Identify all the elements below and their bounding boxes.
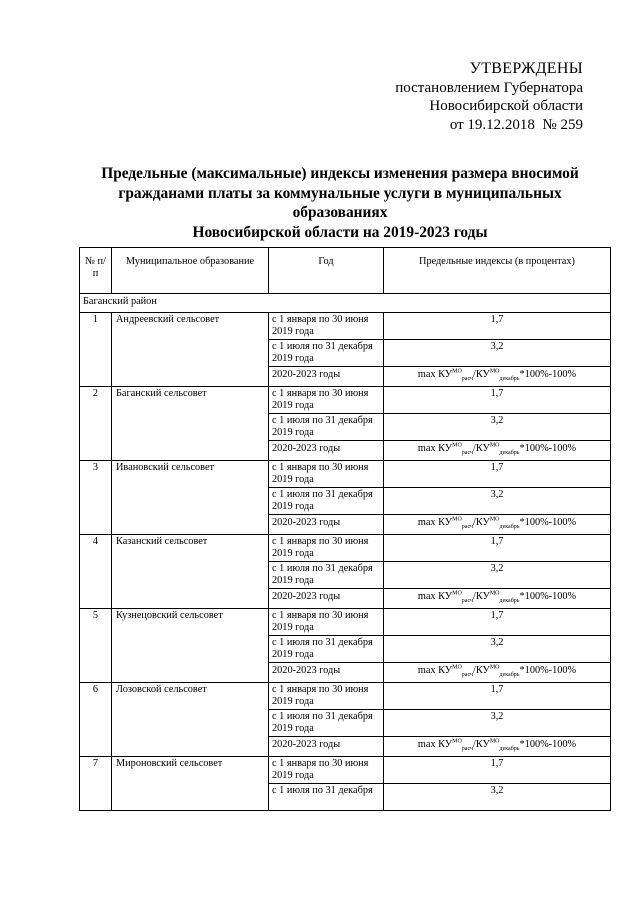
row-number: 4 [80, 535, 112, 609]
municipality-name: Андреевский сельсовет [112, 313, 269, 387]
header-year: Год [269, 248, 384, 294]
formula-part: МО [452, 516, 462, 523]
period: с 1 января по 30 июня 2019 года [269, 313, 384, 340]
municipality-name: Лозовской сельсовет [112, 683, 269, 757]
index-formula [384, 515, 611, 535]
index-value: 1,7 [384, 461, 611, 488]
formula-part: расч [461, 598, 474, 605]
period: с 1 января по 30 июня 2019 года [269, 387, 384, 414]
index-value: 3,2 [384, 340, 611, 367]
formula-part: МО [489, 664, 500, 671]
period: с 1 января по 30 июня 2019 года [269, 535, 384, 562]
formula-part: МО [452, 664, 462, 671]
index-value: 3,2 [384, 488, 611, 515]
table-row [80, 535, 611, 562]
header-index: Предельные индексы (в процентах) [384, 248, 611, 294]
formula-part: декабрь [499, 746, 520, 753]
period: с 1 июля по 31 декабря 2019 года [269, 636, 384, 663]
formula-part: МО [489, 368, 500, 375]
formula-part: расч [461, 450, 474, 457]
table-header-row [80, 248, 611, 294]
formula-part: декабрь [499, 524, 520, 531]
formula-part: расч [461, 524, 474, 531]
formula-part: max КУ [417, 591, 453, 602]
period: с 1 июля по 31 декабря 2019 года [269, 340, 384, 367]
period: 2020-2023 годы [269, 515, 384, 535]
approval-line: постановлением Губернатора [395, 79, 583, 96]
municipality-name: Баганский сельсовет [112, 387, 269, 461]
formula-part: декабрь [499, 598, 520, 605]
period: 2020-2023 годы [269, 441, 384, 461]
index-value: 1,7 [384, 535, 611, 562]
index-value: 3,2 [384, 784, 611, 811]
formula-part: МО [452, 368, 462, 375]
formula-part: *100%-100% [519, 739, 577, 750]
document-title [72, 164, 608, 242]
formula-part: max КУ [417, 369, 453, 380]
approval-block [395, 60, 583, 134]
formula-part: max КУ [417, 443, 453, 454]
municipality-name: Казанский сельсовет [112, 535, 269, 609]
table-row [80, 757, 611, 784]
table-row [80, 313, 611, 340]
formula-part: МО [489, 516, 500, 523]
formula-part: декабрь [499, 376, 520, 383]
municipality-name: Кузнецовский сельсовет [112, 609, 269, 683]
period: 2020-2023 годы [269, 737, 384, 757]
index-value: 1,7 [384, 683, 611, 710]
formula-part: /КУ [473, 443, 490, 454]
table-row [80, 387, 611, 414]
index-value: 1,7 [384, 313, 611, 340]
period: с 1 января по 30 июня 2019 года [269, 683, 384, 710]
index-value: 1,7 [384, 609, 611, 636]
formula-part: расч [461, 672, 474, 679]
row-number: 1 [80, 313, 112, 387]
formula-part: /КУ [473, 591, 490, 602]
table-row [80, 683, 611, 710]
district-name: Баганский район [80, 294, 611, 313]
approval-date-number: от 19.12.2018 № 259 [449, 116, 583, 133]
index-value: 3,2 [384, 636, 611, 663]
formula-part: МО [489, 442, 500, 449]
period: с 1 июля по 31 декабря 2019 года [269, 488, 384, 515]
index-value: 1,7 [384, 387, 611, 414]
formula-part: *100%-100% [519, 369, 577, 380]
formula-part: МО [489, 738, 500, 745]
formula-part: *100%-100% [519, 443, 577, 454]
header-municipality: Муниципальное образование [112, 248, 269, 294]
row-number: 3 [80, 461, 112, 535]
formula-part: расч [461, 746, 474, 753]
formula-part: *100%-100% [519, 517, 577, 528]
formula-part: /КУ [473, 739, 490, 750]
period: 2020-2023 годы [269, 367, 384, 387]
period: с 1 января по 30 июня 2019 года [269, 461, 384, 488]
formula-part: МО [452, 590, 462, 597]
formula-part: max КУ [417, 739, 453, 750]
period: с 1 июля по 31 декабря [269, 784, 384, 811]
title-line: Новосибирской области на 2019-2023 годы [192, 223, 488, 241]
index-formula [384, 367, 611, 387]
title-line: Предельные (максимальные) индексы изменения размера вносимой [101, 165, 579, 182]
index-value: 3,2 [384, 562, 611, 589]
formula-part: расч [461, 376, 474, 383]
index-formula [384, 589, 611, 609]
formula-part: max КУ [417, 665, 453, 676]
row-number: 7 [80, 757, 112, 811]
formula-part: /КУ [473, 369, 490, 380]
formula-part: МО [452, 442, 462, 449]
index-formula [384, 663, 611, 683]
formula-part: /КУ [473, 665, 490, 676]
formula-part: *100%-100% [519, 665, 577, 676]
formula-part: max КУ [417, 517, 453, 528]
table-row [80, 461, 611, 488]
municipality-name: Ивановский сельсовет [112, 461, 269, 535]
table-row [80, 609, 611, 636]
formula-part: МО [452, 738, 462, 745]
indices-table [79, 247, 611, 811]
period: с 1 января по 30 июня 2019 года [269, 757, 384, 784]
row-number: 5 [80, 609, 112, 683]
period: с 1 июля по 31 декабря 2019 года [269, 710, 384, 737]
index-value: 3,2 [384, 710, 611, 737]
approval-heading: УТВЕРЖДЕНЫ [469, 60, 583, 77]
district-row [80, 294, 611, 313]
formula-part: МО [489, 590, 500, 597]
row-number: 6 [80, 683, 112, 757]
formula-part: декабрь [499, 450, 520, 457]
municipality-name: Мироновский сельсовет [112, 757, 269, 811]
header-num: № п/п [80, 248, 112, 294]
approval-line: Новосибирской области [429, 98, 583, 114]
index-formula [384, 441, 611, 461]
index-formula [384, 737, 611, 757]
period: с 1 января по 30 июня 2019 года [269, 609, 384, 636]
index-value: 1,7 [384, 757, 611, 784]
period: с 1 июля по 31 декабря 2019 года [269, 562, 384, 589]
formula-part: *100%-100% [519, 591, 577, 602]
formula-part: декабрь [499, 672, 520, 679]
row-number: 2 [80, 387, 112, 461]
index-value: 3,2 [384, 414, 611, 441]
period: 2020-2023 годы [269, 663, 384, 683]
title-line: гражданами платы за коммунальные услуги в муниципальных образованиях [118, 184, 562, 221]
period: 2020-2023 годы [269, 589, 384, 609]
period: с 1 июля по 31 декабря 2019 года [269, 414, 384, 441]
formula-part: /КУ [473, 517, 490, 528]
